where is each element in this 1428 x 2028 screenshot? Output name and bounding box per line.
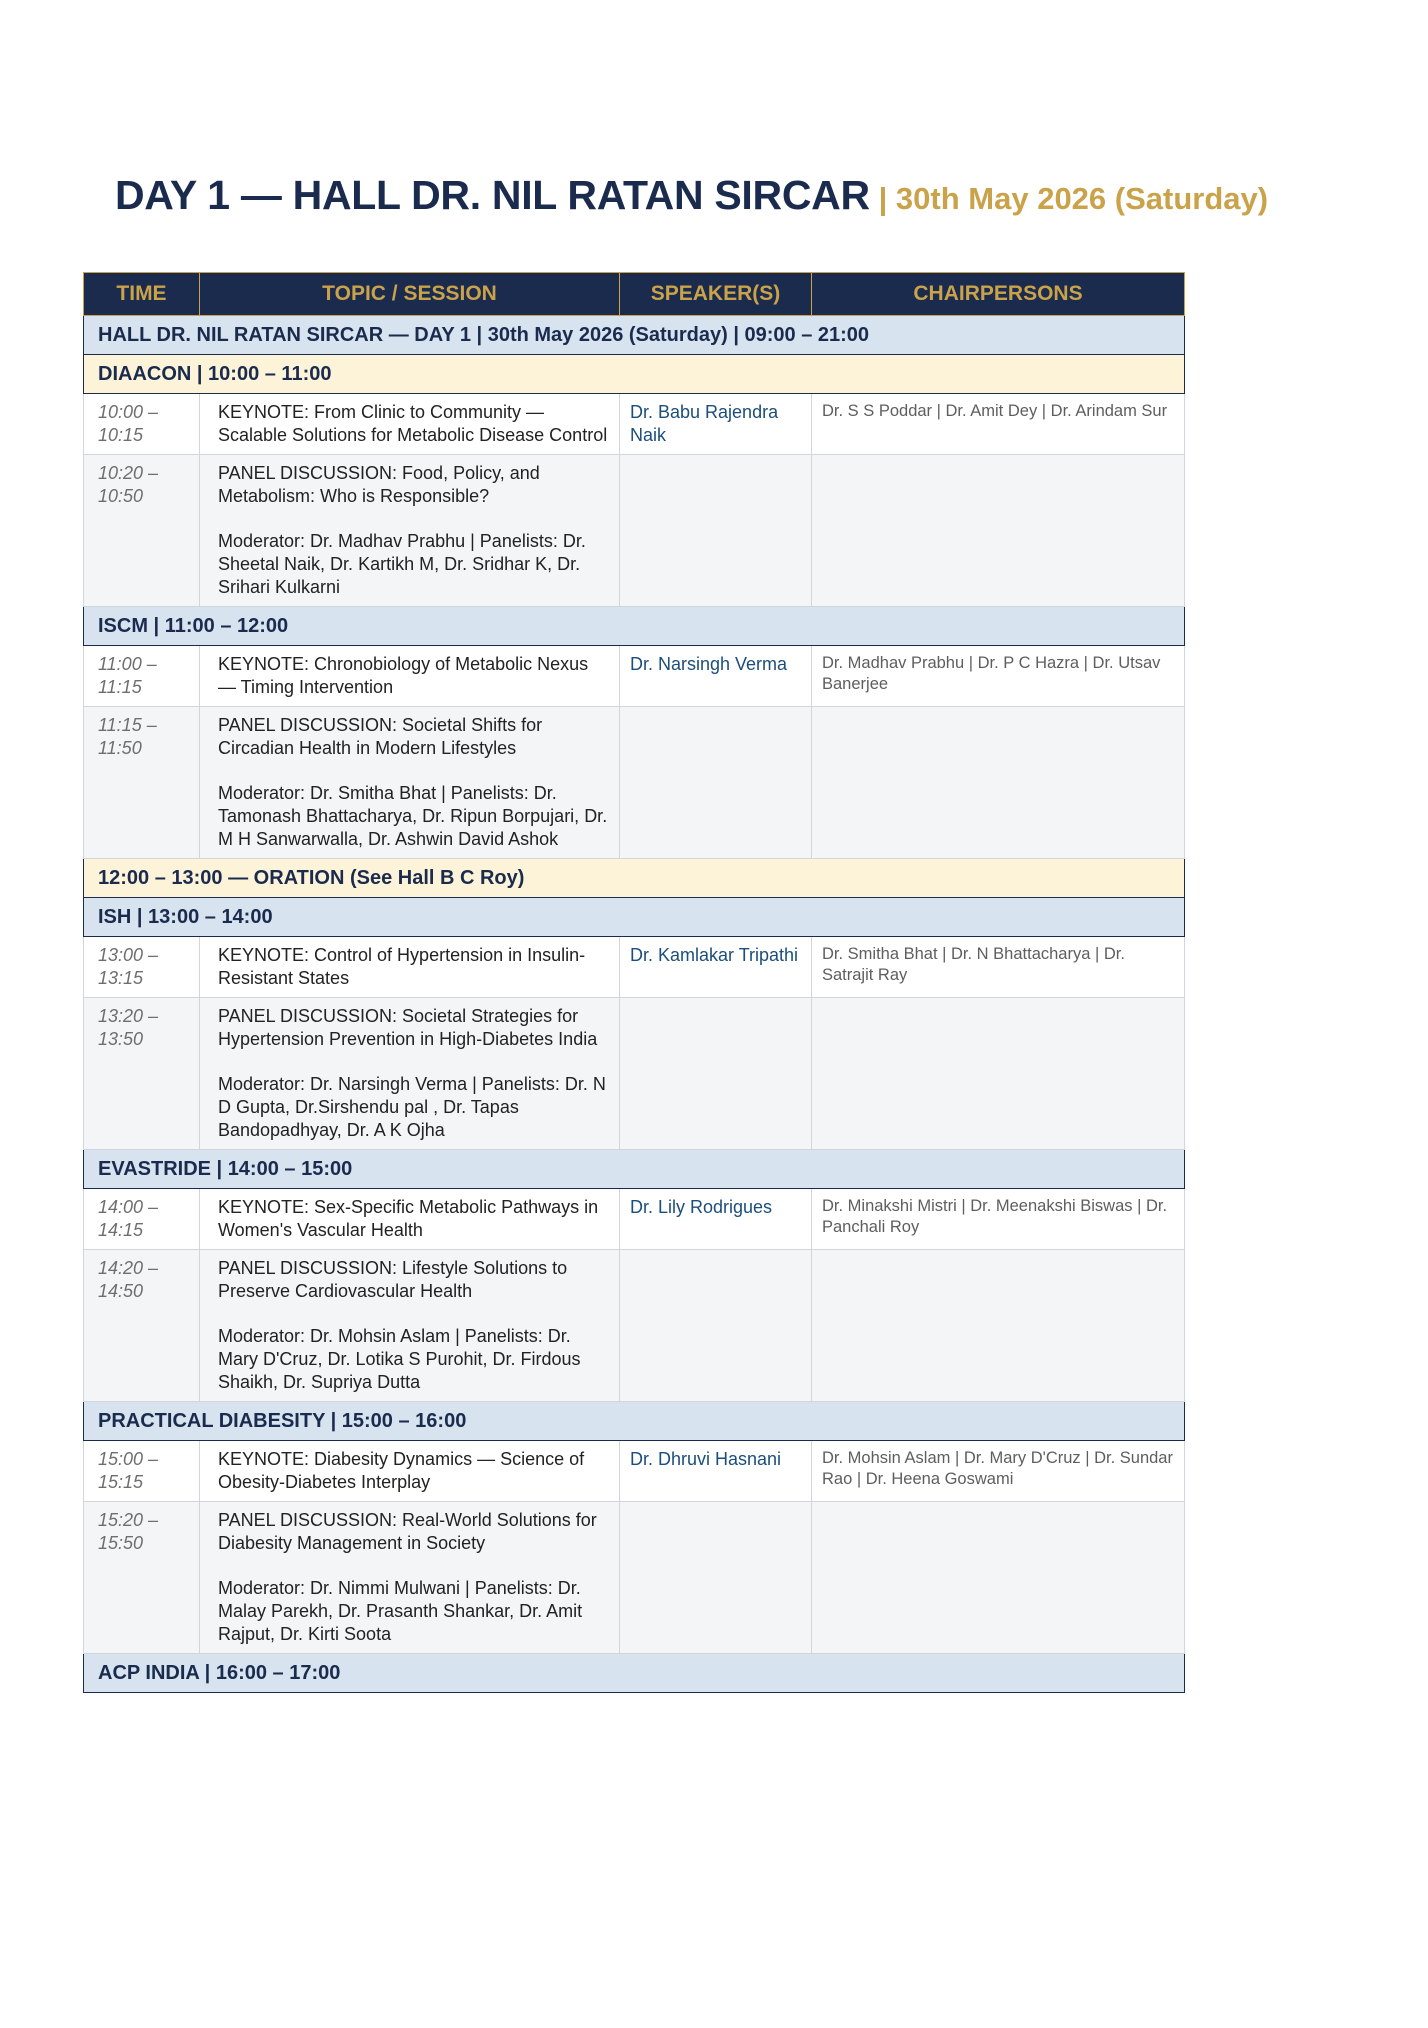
session-time: 15:00 – 15:15 [84, 1441, 200, 1502]
session-topic: KEYNOTE: Diabesity Dynamics — Science of Obesity-Diabetes Interplay [200, 1441, 620, 1502]
session-time: 10:00 – 10:15 [84, 394, 200, 455]
panel-row [84, 1502, 1185, 1654]
session-time: 14:00 – 14:15 [84, 1189, 200, 1250]
session-time: 11:15 – 11:50 [84, 707, 200, 859]
session-speaker [620, 1502, 812, 1654]
session-time: 13:20 – 13:50 [84, 998, 200, 1150]
panel-moderation: Moderator: Dr. Smitha Bhat | Panelists: Dr. Tamonash Bhattacharya, Dr. Ripun Borpujari, Dr. M H Sanwarwalla, Dr. Ashwin David Ashok [218, 783, 608, 849]
section-row [84, 1654, 1185, 1693]
keynote-row [84, 1189, 1185, 1250]
section-label: ACP INDIA | 16:00 – 17:00 [84, 1654, 1185, 1693]
panel-moderation: Moderator: Dr. Madhav Prabhu | Panelists: Dr. Sheetal Naik, Dr. Kartikh M, Dr. Sridhar K, Dr. Srihari Kulkarni [218, 531, 586, 597]
header-topic: TOPIC / SESSION [200, 273, 620, 316]
session-chairpersons [812, 455, 1185, 607]
section-row [84, 1402, 1185, 1441]
header-row [84, 273, 1185, 316]
session-topic: KEYNOTE: Control of Hypertension in Insulin-Resistant States [200, 937, 620, 998]
panel-title: PANEL DISCUSSION: Societal Shifts for Circadian Health in Modern Lifestyles [218, 715, 543, 758]
session-topic [200, 1502, 620, 1654]
section-row [84, 355, 1185, 394]
session-chairpersons [812, 1502, 1185, 1654]
session-speaker [620, 1250, 812, 1402]
session-chairpersons: Dr. Minakshi Mistri | Dr. Meenakshi Biswas | Dr. Panchali Roy [812, 1189, 1185, 1250]
schedule-body [84, 316, 1185, 1693]
header-chairpersons: CHAIRPERSONS [812, 273, 1185, 316]
schedule-table [83, 272, 1185, 1693]
session-chairpersons: Dr. Mohsin Aslam | Dr. Mary D'Cruz | Dr. Sundar Rao | Dr. Heena Goswami [812, 1441, 1185, 1502]
page-title [115, 172, 1268, 219]
panel-moderation: Moderator: Dr. Nimmi Mulwani | Panelists: Dr. Malay Parekh, Dr. Prasanth Shankar, Dr. Amit Rajput, Dr. Kirti Soota [218, 1578, 583, 1644]
session-chairpersons [812, 707, 1185, 859]
section-row [84, 607, 1185, 646]
session-speaker: Dr. Kamlakar Tripathi [620, 937, 812, 998]
section-label: ISH | 13:00 – 14:00 [84, 898, 1185, 937]
header-speakers: SPEAKER(S) [620, 273, 812, 316]
session-chairpersons: Dr. S S Poddar | Dr. Amit Dey | Dr. Arindam Sur [812, 394, 1185, 455]
keynote-row [84, 646, 1185, 707]
session-time: 14:20 – 14:50 [84, 1250, 200, 1402]
panel-title: PANEL DISCUSSION: Food, Policy, and Metabolism: Who is Responsible? [218, 463, 540, 506]
hall-banner: HALL DR. NIL RATAN SIRCAR — DAY 1 | 30th May 2026 (Saturday) | 09:00 – 21:00 [84, 316, 1185, 355]
session-topic [200, 1250, 620, 1402]
panel-row [84, 1250, 1185, 1402]
session-speaker: Dr. Dhruvi Hasnani [620, 1441, 812, 1502]
session-speaker [620, 998, 812, 1150]
session-time: 13:00 – 13:15 [84, 937, 200, 998]
section-label: EVASTRIDE | 14:00 – 15:00 [84, 1150, 1185, 1189]
section-row [84, 898, 1185, 937]
session-topic [200, 455, 620, 607]
keynote-row [84, 937, 1185, 998]
panel-moderation: Moderator: Dr. Narsingh Verma | Panelists: Dr. N D Gupta, Dr.Sirshendu pal , Dr. Tapas Bandopadhyay, Dr. A K Ojha [218, 1074, 606, 1140]
session-speaker [620, 707, 812, 859]
session-speaker: Dr. Babu Rajendra Naik [620, 394, 812, 455]
session-speaker [620, 455, 812, 607]
session-time: 10:20 – 10:50 [84, 455, 200, 607]
oration-row [84, 859, 1185, 898]
session-time: 11:00 – 11:15 [84, 646, 200, 707]
keynote-row [84, 394, 1185, 455]
panel-title: PANEL DISCUSSION: Lifestyle Solutions to Preserve Cardiovascular Health [218, 1258, 568, 1301]
session-chairpersons: Dr. Madhav Prabhu | Dr. P C Hazra | Dr. Utsav Banerjee [812, 646, 1185, 707]
section-row [84, 1150, 1185, 1189]
schedule-header [84, 273, 1185, 316]
section-label: ISCM | 11:00 – 12:00 [84, 607, 1185, 646]
panel-row [84, 455, 1185, 607]
panel-moderation: Moderator: Dr. Mohsin Aslam | Panelists: Dr. Mary D'Cruz, Dr. Lotika S Purohit, Dr. Firdous Shaikh, Dr. Supriya Dutta [218, 1326, 581, 1392]
panel-row [84, 707, 1185, 859]
page-title-main: DAY 1 — HALL DR. NIL RATAN SIRCAR [115, 172, 870, 218]
keynote-row [84, 1441, 1185, 1502]
session-speaker: Dr. Narsingh Verma [620, 646, 812, 707]
section-label: PRACTICAL DIABESITY | 15:00 – 16:00 [84, 1402, 1185, 1441]
section-label: DIAACON | 10:00 – 11:00 [84, 355, 1185, 394]
session-chairpersons [812, 1250, 1185, 1402]
page-title-date: | 30th May 2026 (Saturday) [878, 181, 1269, 216]
header-time: TIME [84, 273, 200, 316]
panel-row [84, 998, 1185, 1150]
panel-title: PANEL DISCUSSION: Real-World Solutions for Diabesity Management in Society [218, 1510, 597, 1553]
panel-title: PANEL DISCUSSION: Societal Strategies for Hypertension Prevention in High-Diabetes India [218, 1006, 598, 1049]
session-topic [200, 998, 620, 1150]
session-chairpersons: Dr. Smitha Bhat | Dr. N Bhattacharya | Dr. Satrajit Ray [812, 937, 1185, 998]
session-topic: KEYNOTE: Sex-Specific Metabolic Pathways in Women's Vascular Health [200, 1189, 620, 1250]
oration-label: 12:00 – 13:00 — ORATION (See Hall B C Roy) [84, 859, 1185, 898]
hall-banner-row [84, 316, 1185, 355]
session-speaker: Dr. Lily Rodrigues [620, 1189, 812, 1250]
session-topic: KEYNOTE: Chronobiology of Metabolic Nexus — Timing Intervention [200, 646, 620, 707]
session-topic [200, 707, 620, 859]
session-chairpersons [812, 998, 1185, 1150]
session-topic: KEYNOTE: From Clinic to Community — Scalable Solutions for Metabolic Disease Control [200, 394, 620, 455]
session-time: 15:20 – 15:50 [84, 1502, 200, 1654]
